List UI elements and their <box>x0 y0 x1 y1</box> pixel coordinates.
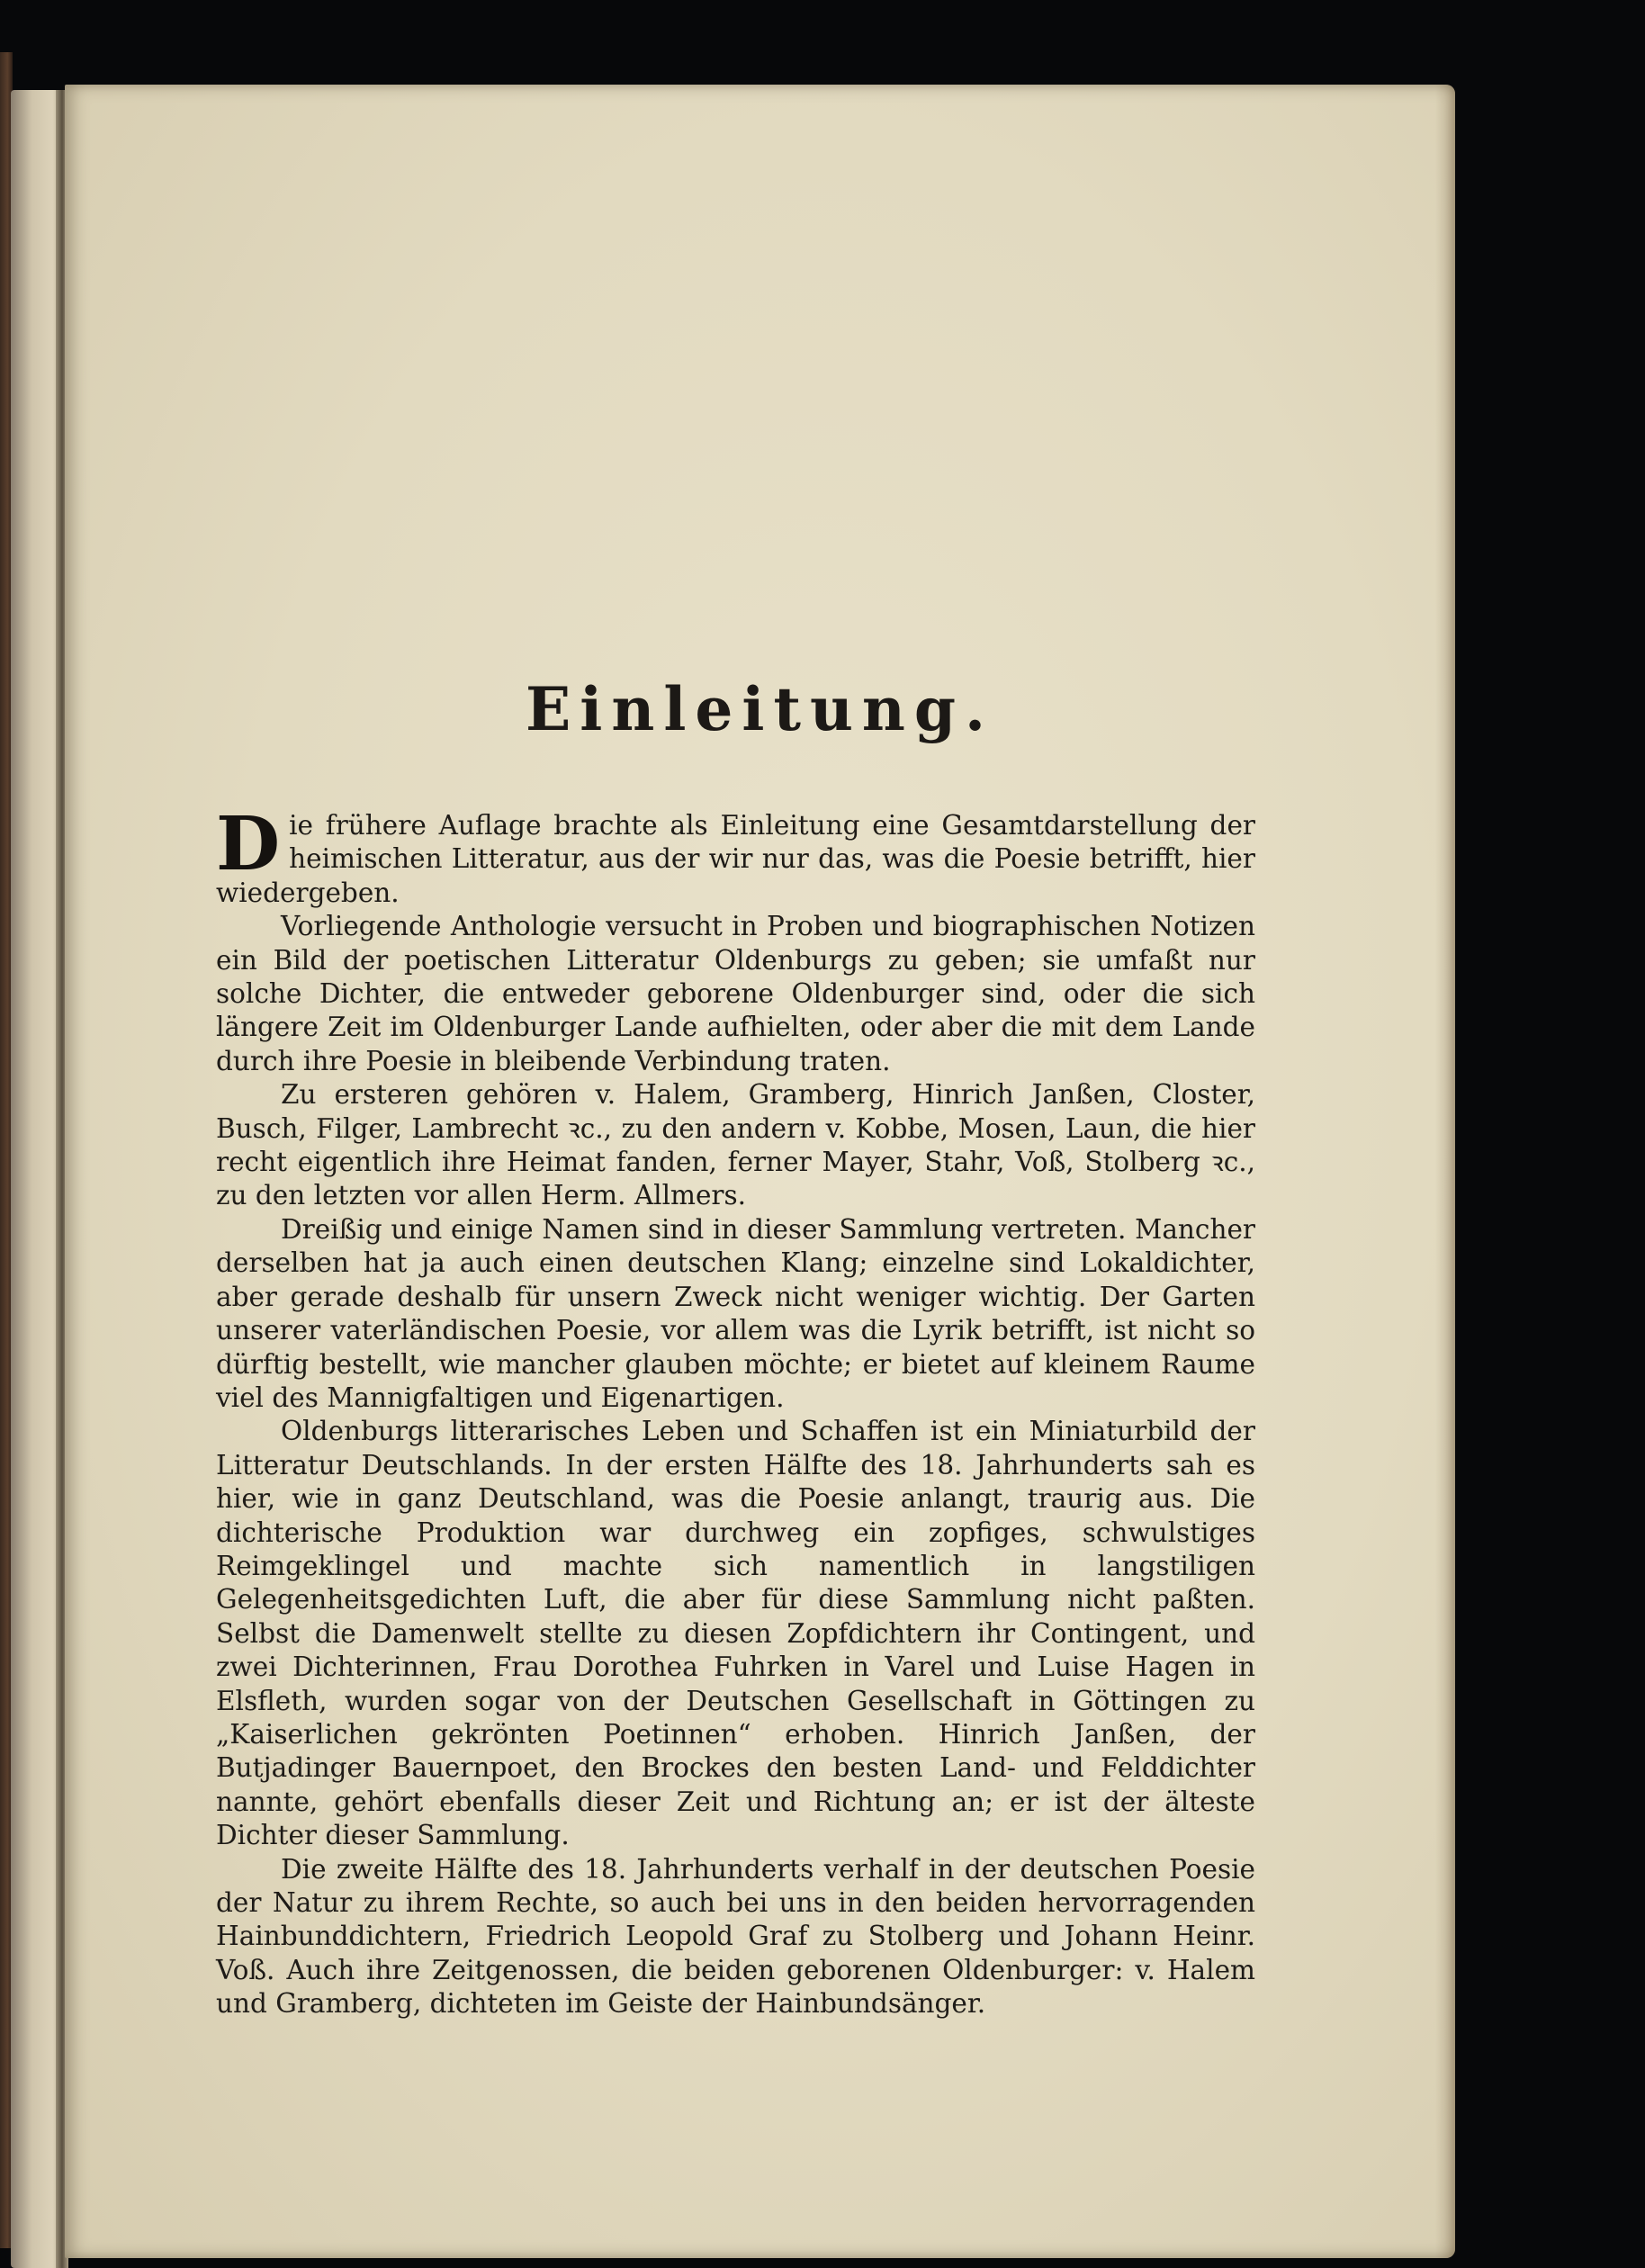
right-page <box>65 85 1455 2258</box>
page-title: Einleitung. <box>525 674 995 744</box>
paragraph <box>216 801 1255 910</box>
paragraph: Die zweite Hälfte des 18. Jahrhunderts verhalf in der deutschen Poesie der Natur zu ihrem Rechte, so auch bei uns in den beiden hervorragenden Hainbunddichtern, Friedrich Leopold Graf zu Stolberg und Johann Heinr. Voß. Auch ihre Zeitgenossen, die beiden geborenen Oldenburger: v. Halem und Gramberg, dichteten im Geiste der Hainbundsänger. <box>216 1853 1255 2020</box>
paragraph: Dreißig und einige Namen sind in dieser Sammlung vertreten. Mancher derselben hat ja auch einen deutschen Klang; einzelne sind Lokaldichter, aber gerade deshalb für unsern Zweck nicht weniger wichtig. Der Garten unserer vaterländischen Poesie, vor allem was die Lyrik betrifft, ist nicht so dürftig bestellt, wie mancher glauben möchte; er bietet auf kleinem Raume viel des Mannigfaltigen und Eigenartigen. <box>216 1213 1255 1413</box>
drop-cap: D <box>216 801 281 887</box>
paragraph: Vorliegende Anthologie versucht in Proben und biographischen Notizen ein Bild der poetischen Litteratur Oldenburgs zu geben; sie umfaßt nur solche Dichter, die entweder geborene Oldenburger sind, oder die sich längere Zeit im Oldenburger Lande aufhielten, oder aber die mit dem Lande durch ihre Poesie in bleibende Verbindung traten. <box>216 911 1255 1076</box>
body-text <box>216 801 1255 2021</box>
paragraph: Oldenburgs litterarisches Leben und Schaffen ist ein Miniaturbild der Litteratur Deutschlands. In der ersten Hälfte des 18. Jahrhunderts sah es hier, wie in ganz Deutschland, was die Poesie anlangt, traurig aus. Die dichterische Produktion war durchweg ein zopfiges, schwulstiges Reimgeklingel und machte sich namentlich in langstiligen Gelegenheitsgedichten Luft, die aber für diese Sammlung nicht paßten. Selbst die Damenwelt stellte zu diesen Zopfdichtern ihr Contingent, und zwei Dichterinnen, Frau Dorothea Fuhrken in Varel und Luise Hagen in Elsfleth, wurden sogar von der Deutschen Gesellschaft in Göttingen zu „Kaiserlichen gekrönten Poetinnen“ erhoben. Hinrich Janßen, der Butjadinger Bauernpoet, den Brockes den besten Land- und Felddichter nannte, gehört ebenfalls dieser Zeit und Richtung an; er ist der älteste Dichter dieser Sammlung. <box>216 1416 1255 1851</box>
paragraph-text: ie frühere Auflage brachte als Einleitung eine Gesamtdarstellung der heimischen Litteratur, aus der wir nur das, was die Poesie betrifft, hier wiedergeben. <box>216 810 1255 908</box>
paragraph: Zu ersteren gehören v. Halem, Gramberg, Hinrich Janßen, Closter, Busch, Filger, Lambrecht ꝛc., zu den andern v. Kobbe, Mosen, Laun, die hier recht eigentlich ihre Heimat fanden, ferner Mayer, Stahr, Voß, Stolberg ꝛc., zu den letzten vor allen Herm. Allmers. <box>216 1079 1255 1211</box>
